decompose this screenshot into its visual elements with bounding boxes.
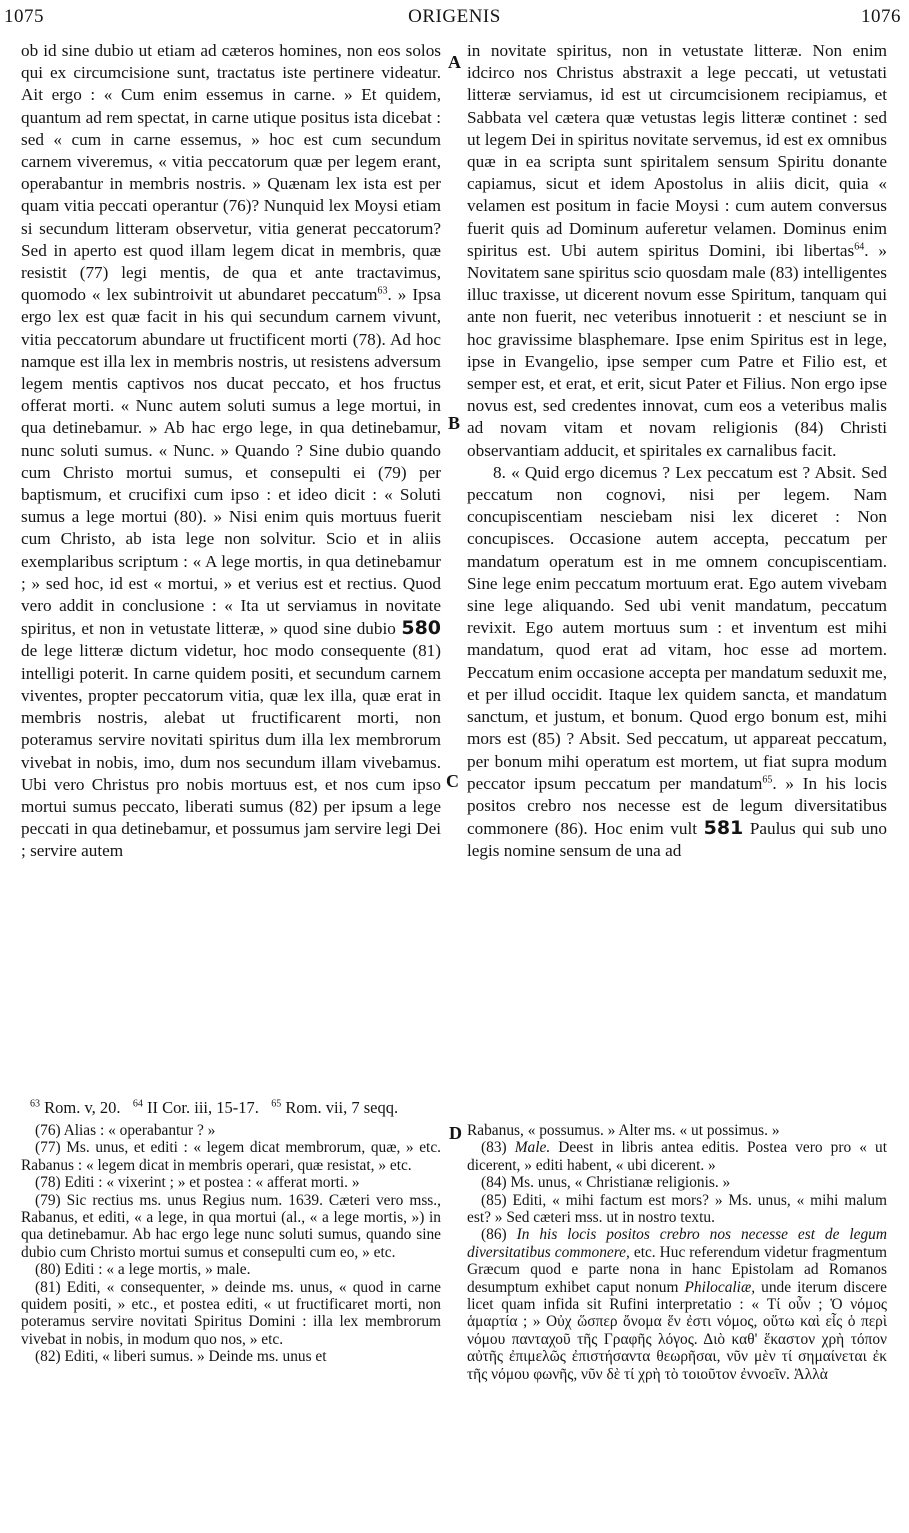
footnote-title: Philocaliæ, <box>684 1278 756 1296</box>
text-segment: . » In his locis positos crebro nos necesse est de legum diversitatibus commonere (86). Hoc enim vult <box>467 773 887 839</box>
ref-number: 65 <box>271 1098 282 1110</box>
text-segment: 8. « Quid ergo dicemus ? Lex peccatum est ? Absit. Sed peccatum non cognovi, nisi per legem. Nam concupiscentiam nesciebam nisi lex diceret : Non concupisces. Occasione autem accepta, peccatum per mandatum operatum est in me omnem concupiscentiam. Sine lege enim peccatum mortuum erat. Ego autem vivebam sine lege aliquando. Sed ubi venit mandatum, peccatum revixit. Ego autem mortuus sum : et inventum est mihi mandatum, quod erat ad vitam, hoc esse ad mortem. Peccatum enim occasione accepta per mandatum seduxit me, et per illud occidit. Itaque lex quidem sancta, et mandatum sanctum, et justum, et bonum. Quod ergo bonum est, mihi mors est (85) ? Absit. Sed peccatum, ut appareat peccatum, per bonum mihi operatum est mortem, ut fiat supra modum peccator ipsum peccatum per mandatum <box>467 462 887 793</box>
right-text-column <box>467 40 887 863</box>
page-number-581: 581 <box>703 817 744 840</box>
footnote-lemma: In his locis positos crebro nos necesse est de legum diversitatibus commonere, <box>467 1226 887 1261</box>
footnote: (76) Alias : « operabantur ? » <box>35 1122 216 1139</box>
footnote: (84) Ms. unus, « Christianæ religionis. » <box>481 1174 731 1192</box>
footnote-ref-64: 64 <box>854 241 865 253</box>
text-segment: in novitate spiritus, non in vetustate litteræ. Non enim idcirco nos Christus abstraxit a lege peccati, ut vetustati litteræ serviamus, id est ut circumcisionem recipiamus, et Sabbata vel cætera quæ vetustas legis litteræ continet : sed ut legem Dei in spiritus novitate servemus, id est ex omnibus quæ in ea scripta sunt spiritalem sensum Spiritu donante capiamus, sicut et idem Apostolus in aliis dicit, quia « velamen est positum in facie Moysi : cum autem conversus fuerit quis ad Dominum auferetur velamen. Dominus enim spiritus est. Ubi autem spiritus Domini, ibi libertas <box>467 41 887 260</box>
footnote-number: (83) <box>481 1139 507 1157</box>
footnote: (78) Editi : « vixerint ; » et postea : « afferat morti. » <box>35 1174 360 1192</box>
footnote-text: Deest in libris antea editis. Postea vero pro « ut dicerent, » editi habent, « ubi dicerent. » <box>467 1139 887 1174</box>
page-header <box>0 6 909 32</box>
footnote: (82) Editi, « liberi sumus. » Deinde ms. unus et <box>35 1348 327 1366</box>
footnote: (79) Sic rectius ms. unus Regius num. 1639. Cæteri vero mss., Rabanus, et editi, « a lege, in qua mortui (al., « a lege mortis, ») in qua detinebamur. Ab hac ergo lege nunc soluti sumus, quando sine dubio cum Christo mortui sumus et consepulti cum eo, » etc. <box>21 1191 441 1261</box>
footnote: (85) Editi, « mihi factum est mors? » Ms. unus, « mihi malum est? » Sed cæteri mss. ut in nostro textu. <box>467 1191 887 1227</box>
text-segment: ob id sine dubio ut etiam ad cæteros homines, non eos solos qui ex circumcisione sunt, tractatus iste pertinere videatur. Ait ergo : « Cum enim essemus in carne. » Et quidem, quantum ad rem spectat, in carne utique positus ista dicebat : sed « cum in carne essemus, » hoc est cum secundum carnem viveremus, « vitia peccatorum quæ per legem erant, operabantur in membris nostris. » Quænam lex ista est per quam vitia peccati operantur (76)? Nunquid lex Moysi etiam si secundum litteram observetur, vitia generat peccatorum? Sed in aperto est quod illam legem dicat in membris, quæ resistit (77) legi mentis, de qua et ante tractavimus, quomodo « lex subintroivit ut abundaret peccatum <box>21 41 441 305</box>
left-paragraph <box>21 40 441 863</box>
ref-number: 63 <box>30 1098 40 1110</box>
text-segment: Paulus qui sub uno legis nomine sensum de una ad <box>467 819 887 861</box>
footnote-text: etc. Huc referendum videtur fragmentum Græcum quod e parte nona in hanc Epistolam ad Romanos desumptum exhibet caput nonum <box>467 1243 887 1296</box>
footnote-ref-65: 65 <box>762 773 773 785</box>
text-segment: . » Ipsa ergo lex est quæ facit in his qui secundum carnem vivunt, vitia peccatorum abundare ut fructificent morti (78). Ad hoc namque est illa lex in membris nostris, ut resistens adversum legem mentis captivos nos ducat peccato, et hos fructus offerat morti. « Nunc autem soluti sumus a lege mortui, in qua detinebamur. » Ab hac ergo lege, in qua detinebamur, nunc soluti sumus. « Nunc. » Quando ? Sine dubio quando cum Christo mortui sumus, et consepulti ei (79) per baptismum, et crucifixi cum ipso : et ideo dicit : « Soluti sumus a lege mortui (80). » Nisi enim quis mortuus fuerit cum Christo, ab ista lege non solvitur. Scio et in aliis exemplaribus scriptum : « A lege mortis, in qua detinebamur ; » sed hoc, id est « mortui, » et verius est et rectius. Quod vero addit in conclusione : « Ita ut serviamus in novitate spiritus, et non in vetustate litteræ, » quod sine dubio <box>21 285 441 639</box>
right-column-number: 1076 <box>861 6 901 27</box>
scripture-ref: II Cor. iii, 15-17. <box>147 1098 259 1117</box>
footnote: (80) Editi : « a lege mortis, » male. <box>35 1261 251 1279</box>
margin-marker-a: A <box>448 52 461 72</box>
running-title: ORIGENIS <box>408 6 501 27</box>
margin-marker-d: D <box>449 1123 462 1143</box>
footnote-number: (86) <box>481 1226 507 1244</box>
footnote <box>467 1139 887 1174</box>
scripture-ref: Rom. v, 20. <box>44 1098 121 1117</box>
left-text-column <box>21 40 441 863</box>
margin-marker-b: B <box>448 413 461 433</box>
footnote-ref-63: 63 <box>377 285 388 297</box>
right-footnotes <box>467 1122 887 1383</box>
scripture-references <box>30 1098 890 1118</box>
left-column-number: 1075 <box>4 6 44 27</box>
scripture-ref: Rom. vii, 7 seqq. <box>285 1098 399 1117</box>
margin-marker-c: C <box>446 771 459 791</box>
right-paragraph-2 <box>467 462 887 863</box>
text-segment: de lege litteræ dictum videtur, hoc modo consequente (81) intelligi poterit. In carne quidem positi, et secundum carnem viventes, propter peccatorum vitia, quæ lex illa, quæ erat in membris nostris, alebat ut fructificarent morti, non poteramus servire novitati spiritus dum illa lex membrorum vivebat in nobis, imo, dum nos secundum illam vivebamus. Ubi vero Christus pro nobis mortuus est, et nos cum ipso mortui sumus peccato, liberati sumus (82) per ipsum a lege peccati in qua detinebamur, et possumus jam servire legi Dei ; servire autem <box>21 641 441 861</box>
left-footnotes <box>21 1122 441 1366</box>
footnote-lemma: Male. <box>514 1139 551 1157</box>
footnote-greek-text: unde iterum discere licet quam infida sit Rufini interpretatio : « Τί οὖν ; Ὁ νόμος ἁμαρτία ; » Οὐχ ὥσπερ ὄνομα ἕν ἐστι νόμος, οὕτω καὶ εἷς ὁ περὶ νόμου πανταχοῦ τῆς Γραφῆς λόγος. Διὸ καθ' ἕκαστον χρὴ τόπον αὐτῆς ἐπιμελῶς ἐπιστήσαντα θεωρῆσαι, νῦν μὲν τί σημαίνεται ἐκ τῆς νόμου φωνῆς, νῦν δὲ τί χρὴ τὸ τοιοῦτον ἐννοεῖν. Ἀλλὰ <box>467 1278 887 1383</box>
page-number-580: 580 <box>401 617 442 640</box>
text-segment: . » Novitatem sane spiritus scio quosdam male (83) intelligentes illuc traxisse, ut dicerent novum esse Spiritum, tanquam qui ante non fuerit, nec veteribus innotuerit : et nesciunt se in hoc gravissime blasphemare. Ipse enim Spiritus est in lege, ipse in Evangelio, ipse semper cum Patre et Filio est, et semper est, et erat, et erit, sicut Pater et Filius. Non ergo ipse novus est, sed credentes innovat, cum eos a veteribus malis ad novam vitam et novam religionis (84) Christi observantiam adducit, et spiritales ex carnalibus facit. <box>467 240 888 460</box>
footnote: (81) Editi, « consequenter, » deinde ms. unus, « quod in carne quidem positi, » etc., et postea editi, « ut fructificaret morti, non poteramus servire novitati Spiritus Domini : illa lex membrorum vivebat in nobis, in modum quo nos, » etc. <box>21 1278 441 1348</box>
footnote <box>467 1226 887 1383</box>
footnote: (77) Ms. unus, et editi : « legem dicat membrorum, quæ, » etc. Rabanus : « legem dicat in membris operari, quæ resistat, » etc. <box>21 1139 441 1174</box>
right-paragraph-1 <box>467 40 887 462</box>
footnote-continuation: Rabanus, « possumus. » Alter ms. « ut possimus. » <box>467 1122 780 1139</box>
ref-number: 64 <box>132 1098 143 1110</box>
